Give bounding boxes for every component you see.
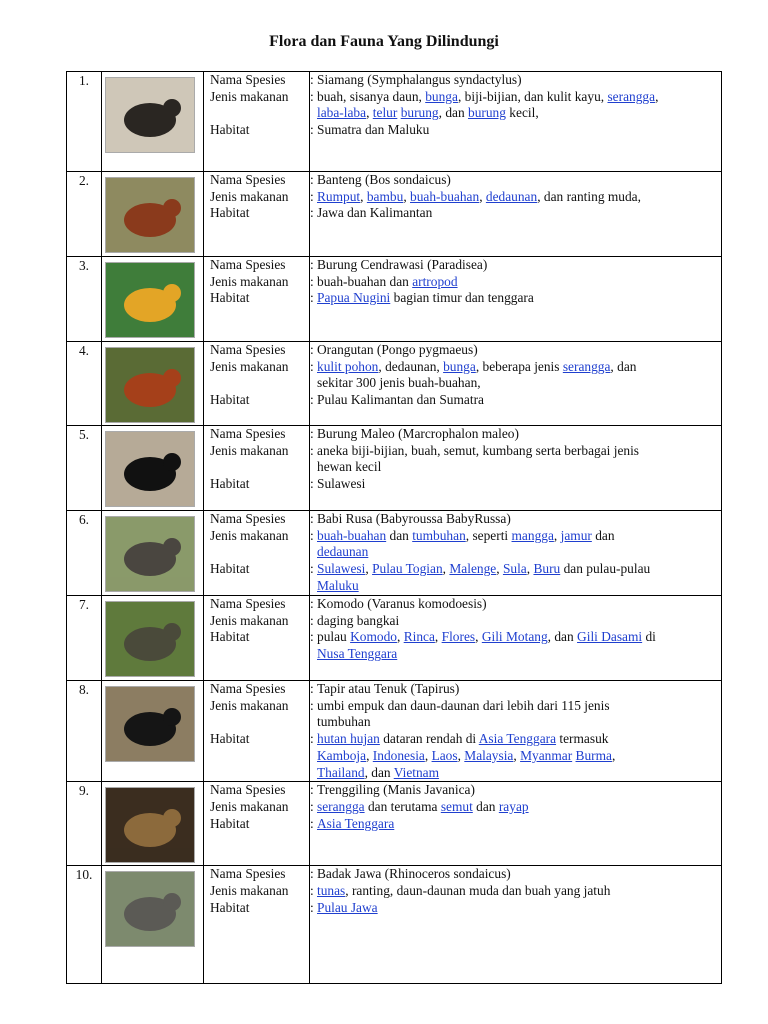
link[interactable]: hutan hujan bbox=[317, 731, 380, 747]
text-segment: bagian timur dan tenggara bbox=[390, 290, 534, 306]
colon: : bbox=[310, 612, 314, 628]
habitat-value bbox=[310, 629, 721, 662]
species-name bbox=[310, 782, 721, 799]
species-name-text: Babi Rusa (Babyroussa BabyRussa) bbox=[317, 511, 511, 526]
field-labels bbox=[204, 172, 310, 257]
text-segment: , dan bbox=[610, 358, 637, 374]
text-segment: hewan kecil bbox=[317, 459, 382, 475]
colon: : bbox=[310, 561, 314, 577]
field-labels bbox=[204, 511, 310, 596]
link[interactable]: jamur bbox=[560, 527, 592, 543]
label-species: Nama Spesies bbox=[210, 342, 286, 357]
habitat-value bbox=[310, 900, 721, 917]
text-segment: pulau bbox=[317, 629, 351, 645]
text-segment: , bbox=[365, 561, 373, 577]
label-species: Nama Spesies bbox=[210, 866, 286, 882]
link[interactable]: Buru bbox=[533, 561, 561, 577]
food-value bbox=[310, 528, 721, 561]
colon: : bbox=[310, 596, 314, 611]
text-segment: , bbox=[366, 747, 373, 763]
text-segment: , bbox=[496, 561, 503, 577]
habitat-value bbox=[310, 205, 721, 222]
food-line bbox=[310, 189, 721, 206]
label-food: Jenis makanan bbox=[210, 612, 289, 628]
text-segment: sekitar 300 jenis buah-buahan, bbox=[317, 375, 481, 391]
habitat-line bbox=[310, 765, 721, 782]
link[interactable]: Pulau Togian bbox=[372, 561, 443, 577]
label-species: Nama Spesies bbox=[210, 782, 286, 798]
species-photo-cell bbox=[102, 426, 204, 511]
colon: : bbox=[310, 476, 314, 492]
link[interactable]: laba-laba bbox=[317, 105, 367, 121]
species-name-text: Burung Maleo (Marcrophalon maleo) bbox=[317, 426, 519, 441]
table-row bbox=[67, 342, 722, 426]
field-values bbox=[310, 257, 722, 342]
colon: : bbox=[310, 342, 314, 357]
label-species: Nama Spesies bbox=[210, 596, 286, 611]
colon: : bbox=[310, 122, 314, 138]
field-labels bbox=[204, 342, 310, 426]
colon: : bbox=[310, 866, 314, 882]
link[interactable]: kulit pohon bbox=[317, 358, 379, 374]
label-food: Jenis makanan bbox=[210, 358, 289, 374]
link[interactable]: semut bbox=[440, 798, 473, 814]
tapir-photo bbox=[105, 686, 195, 762]
table-row bbox=[67, 596, 722, 681]
page-title: Flora dan Fauna Yang Dilindungi bbox=[269, 33, 499, 50]
text-segment: , bbox=[424, 747, 432, 763]
link[interactable]: Asia Tenggara bbox=[317, 815, 395, 831]
food-line bbox=[310, 359, 721, 376]
species-name bbox=[310, 426, 721, 443]
link[interactable]: tunas bbox=[317, 882, 346, 898]
link[interactable]: Papua Nugini bbox=[317, 290, 391, 306]
colon: : bbox=[310, 88, 314, 104]
species-name-text: Badak Jawa (Rhinoceros sondaicus) bbox=[317, 866, 511, 882]
food-line bbox=[310, 459, 721, 476]
label-species: Nama Spesies bbox=[210, 72, 286, 87]
link[interactable]: Sulawesi bbox=[317, 561, 366, 577]
field-values bbox=[310, 866, 722, 984]
siamang-photo bbox=[105, 77, 195, 153]
label-habitat: Habitat bbox=[210, 731, 250, 747]
maleo-photo bbox=[105, 431, 195, 507]
text-segment: buah, sisanya daun, bbox=[317, 88, 426, 104]
table-row bbox=[67, 172, 722, 257]
text-segment: dan pulau-pulau bbox=[560, 561, 651, 577]
text-segment: , biji-bijian, dan kulit kayu, bbox=[457, 88, 608, 104]
food-value bbox=[310, 698, 721, 731]
habitat-line bbox=[310, 629, 721, 646]
field-values bbox=[310, 782, 722, 866]
link[interactable]: tumbuhan bbox=[412, 527, 466, 543]
species-table bbox=[66, 71, 722, 984]
colon: : bbox=[310, 629, 314, 645]
row-number: 4. bbox=[67, 342, 102, 426]
species-photo-cell bbox=[102, 72, 204, 172]
text-segment: , dan bbox=[364, 764, 394, 780]
colon: : bbox=[310, 188, 314, 204]
colon: : bbox=[310, 681, 314, 696]
label-food: Jenis makanan bbox=[210, 798, 289, 814]
food-value bbox=[310, 189, 721, 206]
label-habitat: Habitat bbox=[210, 899, 250, 915]
species-photo-cell bbox=[102, 511, 204, 596]
label-species: Nama Spesies bbox=[210, 426, 286, 441]
colon: : bbox=[310, 815, 314, 831]
text-segment: aneka biji-bijian, buah, semut, kumbang serta berbagai jenis bbox=[317, 442, 640, 458]
text-segment: kecil, bbox=[505, 105, 539, 121]
food-value bbox=[310, 443, 721, 476]
text-segment: di bbox=[642, 629, 656, 645]
habitat-line bbox=[310, 392, 721, 409]
row-number: 10. bbox=[67, 866, 102, 984]
food-value bbox=[310, 89, 721, 122]
habitat-line bbox=[310, 476, 721, 493]
row-number: 3. bbox=[67, 257, 102, 342]
link[interactable]: Malenge bbox=[449, 561, 497, 577]
spacer bbox=[210, 544, 309, 561]
spacer bbox=[210, 105, 309, 122]
table-row bbox=[67, 782, 722, 866]
food-line bbox=[310, 714, 721, 731]
species-name-text: Siamang (Symphalangus syndactylus) bbox=[317, 72, 522, 87]
link[interactable]: Maluku bbox=[317, 577, 359, 593]
habitat-value bbox=[310, 392, 721, 409]
colon: : bbox=[310, 392, 314, 408]
food-line bbox=[310, 89, 721, 106]
field-labels bbox=[204, 782, 310, 866]
habitat-value bbox=[310, 122, 721, 139]
link[interactable]: rayap bbox=[498, 798, 529, 814]
colon: : bbox=[310, 442, 314, 458]
text-segment: dan bbox=[591, 527, 615, 543]
text-segment: Jawa dan Kalimantan bbox=[317, 205, 433, 221]
row-number: 5. bbox=[67, 426, 102, 511]
species-name-text: Banteng (Bos sondaicus) bbox=[317, 172, 451, 187]
text-segment: , bbox=[526, 561, 534, 577]
table-row bbox=[67, 72, 722, 172]
link[interactable]: Thailand bbox=[317, 764, 365, 780]
food-line bbox=[310, 528, 721, 545]
text-segment: , bbox=[513, 747, 521, 763]
link[interactable]: mangga bbox=[511, 527, 554, 543]
text-segment: , bbox=[442, 561, 450, 577]
text-segment: , bbox=[403, 188, 411, 204]
cendrawasih-photo bbox=[105, 262, 195, 338]
text-segment: dan terutama bbox=[364, 798, 441, 814]
colon: : bbox=[310, 290, 314, 306]
text-segment: Sumatra dan Maluku bbox=[317, 122, 430, 138]
komodo-photo bbox=[105, 601, 195, 677]
link[interactable]: burung bbox=[468, 105, 506, 121]
habitat-value bbox=[310, 561, 721, 594]
spacer bbox=[210, 375, 309, 392]
colon: : bbox=[310, 511, 314, 526]
orangutan-photo bbox=[105, 347, 195, 423]
colon: : bbox=[310, 257, 314, 272]
table-row bbox=[67, 426, 722, 511]
food-line bbox=[310, 613, 721, 630]
text-segment: , beberapa jenis bbox=[475, 358, 563, 374]
link[interactable]: Flores bbox=[441, 629, 476, 645]
label-food: Jenis makanan bbox=[210, 88, 289, 104]
label-habitat: Habitat bbox=[210, 290, 250, 306]
species-photo-cell bbox=[102, 596, 204, 681]
field-values bbox=[310, 596, 722, 681]
food-line bbox=[310, 274, 721, 291]
colon: : bbox=[310, 697, 314, 713]
link[interactable]: Pulau Jawa bbox=[317, 899, 378, 915]
row-number: 1. bbox=[67, 72, 102, 172]
text-segment: , bbox=[479, 188, 486, 204]
label-species: Nama Spesies bbox=[210, 681, 286, 696]
colon: : bbox=[310, 798, 314, 814]
colon: : bbox=[310, 205, 314, 221]
text-segment: , dan bbox=[547, 629, 578, 645]
label-habitat: Habitat bbox=[210, 392, 250, 408]
food-line bbox=[310, 375, 721, 392]
colon: : bbox=[310, 782, 314, 798]
species-name-text: Burung Cendrawasi (Paradisea) bbox=[317, 257, 488, 272]
link[interactable]: dedaunan bbox=[317, 544, 369, 560]
link[interactable]: dedaunan bbox=[485, 188, 538, 204]
colon: : bbox=[310, 899, 314, 915]
habitat-value bbox=[310, 816, 721, 833]
link[interactable]: Gili Dasami bbox=[577, 629, 643, 645]
habitat-line bbox=[310, 122, 721, 139]
field-values bbox=[310, 342, 722, 426]
species-name bbox=[310, 257, 721, 274]
species-name-text: Tapir atau Tenuk (Tapirus) bbox=[317, 681, 460, 696]
habitat-line bbox=[310, 731, 721, 748]
text-segment: , dan bbox=[438, 105, 469, 121]
field-labels bbox=[204, 72, 310, 172]
field-labels bbox=[204, 681, 310, 782]
row-number: 6. bbox=[67, 511, 102, 596]
text-segment: , dedaunan, bbox=[378, 358, 444, 374]
link[interactable]: burung bbox=[400, 105, 439, 121]
habitat-line bbox=[310, 748, 721, 765]
text-segment: , bbox=[655, 88, 659, 104]
link[interactable]: Sula bbox=[502, 561, 527, 577]
field-labels bbox=[204, 426, 310, 511]
text-segment: , bbox=[553, 527, 561, 543]
text-segment: , bbox=[396, 629, 404, 645]
text-segment: , bbox=[475, 629, 482, 645]
species-name bbox=[310, 72, 721, 89]
link[interactable]: Nusa Tenggara bbox=[317, 646, 398, 662]
row-number: 8. bbox=[67, 681, 102, 782]
field-values bbox=[310, 681, 722, 782]
species-photo-cell bbox=[102, 681, 204, 782]
colon: : bbox=[310, 426, 314, 441]
colon: : bbox=[310, 72, 314, 87]
spacer bbox=[210, 459, 309, 476]
banteng-photo bbox=[105, 177, 195, 253]
link[interactable]: serangga bbox=[317, 798, 365, 814]
colon: : bbox=[310, 273, 314, 289]
species-name bbox=[310, 596, 721, 613]
field-labels bbox=[204, 257, 310, 342]
species-name bbox=[310, 342, 721, 359]
babirusa-photo bbox=[105, 516, 195, 592]
text-segment: dan bbox=[472, 798, 499, 814]
species-name bbox=[310, 511, 721, 528]
label-food: Jenis makanan bbox=[210, 697, 289, 713]
species-name bbox=[310, 866, 721, 883]
text-segment: , bbox=[434, 629, 442, 645]
text-segment: , bbox=[611, 747, 616, 763]
text-segment: tumbuhan bbox=[317, 714, 371, 730]
habitat-line bbox=[310, 646, 721, 663]
link[interactable]: telur bbox=[372, 105, 398, 121]
label-food: Jenis makanan bbox=[210, 882, 289, 898]
colon: : bbox=[310, 882, 314, 898]
link[interactable]: bunga bbox=[443, 358, 476, 374]
field-values bbox=[310, 72, 722, 172]
food-line bbox=[310, 799, 721, 816]
label-habitat: Habitat bbox=[210, 561, 250, 577]
habitat-line bbox=[310, 900, 721, 917]
link[interactable]: Asia Tenggara bbox=[478, 731, 557, 747]
link[interactable]: buah-buahan bbox=[410, 188, 480, 204]
field-labels bbox=[204, 596, 310, 681]
link[interactable]: artropod bbox=[412, 273, 458, 289]
label-habitat: Habitat bbox=[210, 815, 250, 831]
link[interactable]: Rumput bbox=[317, 188, 361, 204]
link[interactable]: buah-buahan bbox=[317, 527, 387, 543]
label-food: Jenis makanan bbox=[210, 188, 289, 204]
link[interactable]: Komodo bbox=[350, 629, 397, 645]
link[interactable]: serangga bbox=[562, 358, 611, 374]
text-segment: dataran rendah di bbox=[379, 731, 479, 747]
link[interactable]: Rinca bbox=[403, 629, 435, 645]
field-values bbox=[310, 426, 722, 511]
text-segment: Sulawesi bbox=[317, 476, 366, 492]
link[interactable]: Malaysia bbox=[464, 747, 514, 763]
food-line bbox=[310, 544, 721, 561]
colon: : bbox=[310, 172, 314, 187]
label-habitat: Habitat bbox=[210, 205, 250, 221]
link[interactable]: Gili Motang bbox=[481, 629, 548, 645]
link[interactable]: Laos bbox=[431, 747, 458, 763]
link[interactable]: Kamboja bbox=[317, 747, 367, 763]
habitat-line bbox=[310, 290, 721, 307]
food-line bbox=[310, 883, 721, 900]
table-row bbox=[67, 511, 722, 596]
habitat-value bbox=[310, 290, 721, 307]
link[interactable]: Vietnam bbox=[393, 764, 440, 780]
label-habitat: Habitat bbox=[210, 629, 250, 645]
species-name bbox=[310, 172, 721, 189]
text-segment: , bbox=[457, 747, 465, 763]
spacer bbox=[210, 714, 309, 731]
food-value bbox=[310, 274, 721, 291]
label-food: Jenis makanan bbox=[210, 273, 289, 289]
food-value bbox=[310, 883, 721, 900]
colon: : bbox=[310, 731, 314, 747]
badak-photo bbox=[105, 871, 195, 947]
species-name-text: Komodo (Varanus komodoesis) bbox=[317, 596, 487, 611]
habitat-line bbox=[310, 205, 721, 222]
link[interactable]: serangga bbox=[607, 88, 656, 104]
text-segment: , ranting, daun-daunan muda dan buah yang jatuh bbox=[345, 882, 611, 898]
food-line bbox=[310, 105, 721, 122]
link[interactable]: Myanmar bbox=[520, 747, 573, 763]
text-segment: termasuk bbox=[556, 731, 609, 747]
label-habitat: Habitat bbox=[210, 476, 250, 492]
text-segment: , dan ranting muda, bbox=[537, 188, 641, 204]
row-number: 9. bbox=[67, 782, 102, 866]
species-name-text: Orangutan (Pongo pygmaeus) bbox=[317, 342, 478, 357]
text-segment: , seperti bbox=[465, 527, 512, 543]
text-segment: daging bangkai bbox=[317, 612, 400, 628]
habitat-line bbox=[310, 816, 721, 833]
table-row bbox=[67, 866, 722, 984]
link[interactable]: Indonesia bbox=[372, 747, 425, 763]
food-value bbox=[310, 359, 721, 392]
food-value bbox=[310, 613, 721, 630]
table-row bbox=[67, 257, 722, 342]
food-line bbox=[310, 443, 721, 460]
field-values bbox=[310, 172, 722, 257]
label-species: Nama Spesies bbox=[210, 257, 286, 272]
habitat-value bbox=[310, 476, 721, 493]
label-habitat: Habitat bbox=[210, 122, 250, 138]
label-species: Nama Spesies bbox=[210, 172, 286, 187]
text-segment: buah-buahan dan bbox=[317, 273, 413, 289]
text-segment: Pulau Kalimantan dan Sumatra bbox=[317, 392, 484, 408]
text-segment: , bbox=[360, 188, 367, 204]
colon: : bbox=[310, 358, 314, 374]
text-segment: , bbox=[366, 105, 373, 121]
species-photo-cell bbox=[102, 782, 204, 866]
species-name-text: Trenggiling (Manis Javanica) bbox=[317, 782, 475, 798]
trenggiling-photo bbox=[105, 787, 195, 863]
species-photo-cell bbox=[102, 172, 204, 257]
habitat-line bbox=[310, 578, 721, 595]
species-name bbox=[310, 681, 721, 698]
colon: : bbox=[310, 527, 314, 543]
row-number: 2. bbox=[67, 172, 102, 257]
label-food: Jenis makanan bbox=[210, 527, 289, 543]
habitat-line bbox=[310, 561, 721, 578]
text-segment: dan bbox=[386, 527, 413, 543]
link[interactable]: bambu bbox=[366, 188, 404, 204]
species-photo-cell bbox=[102, 257, 204, 342]
field-labels bbox=[204, 866, 310, 984]
field-values bbox=[310, 511, 722, 596]
label-food: Jenis makanan bbox=[210, 442, 289, 458]
food-value bbox=[310, 799, 721, 816]
food-line bbox=[310, 698, 721, 715]
row-number: 7. bbox=[67, 596, 102, 681]
text-segment: umbi empuk dan daun-daunan dari lebih dari 115 jenis bbox=[317, 697, 610, 713]
habitat-value bbox=[310, 731, 721, 781]
label-species: Nama Spesies bbox=[210, 511, 286, 526]
species-photo-cell bbox=[102, 342, 204, 426]
link[interactable]: Burma bbox=[575, 747, 612, 763]
species-photo-cell bbox=[102, 866, 204, 984]
table-row bbox=[67, 681, 722, 782]
link[interactable]: bunga bbox=[425, 88, 458, 104]
